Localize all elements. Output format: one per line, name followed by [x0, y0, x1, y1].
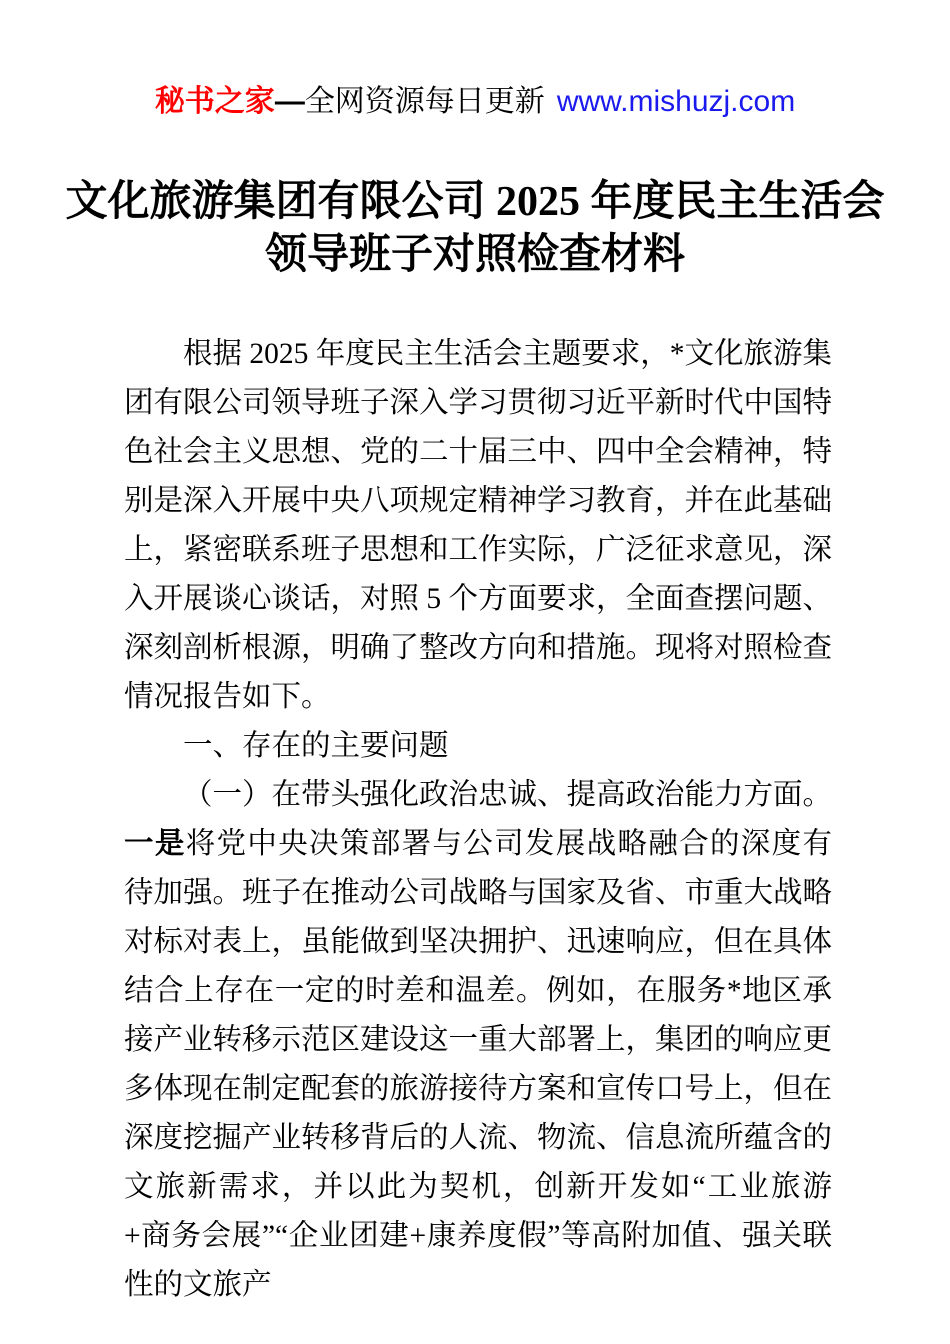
paragraph-section1-body: 将党中央决策部署与公司发展战略融合的深度有待加强。班子在推动公司战略与国家及省、市重大战略对标对表上，虽能做到坚决拥护、迅速响应，但在具体结合上存在一定的时差和温差。例如，在服务*地区承接产业转移示范区建设这一重大部署上，集团的响应更多体现在制定配套的旅游接待方案和宣传口号上，但在深度挖掘产业转移背后的人流、物流、信息流所蕴含的文旅新需求，并以此为契机，创新开发如“工业旅游+商务会展”“企业团建+康养度假”等高附加值、强关联性的文旅产: [124, 828, 833, 1301]
site-url-link[interactable]: www.mishuzj.com: [556, 85, 796, 118]
section-heading-1: [124, 722, 832, 771]
header-tagline: 全网资源每日更新: [304, 85, 545, 118]
paragraph-intro: [124, 330, 832, 722]
section-heading-1-text: 一、存在的主要问题: [183, 730, 449, 762]
paragraph-section1-bold-marker: 一是: [124, 828, 186, 860]
document-title-line-2: 领导班子对照检查材料: [264, 232, 685, 278]
paragraph-section1: [124, 771, 832, 1310]
site-header: [0, 0, 950, 120]
document-title: [0, 176, 950, 282]
header-separator: —: [274, 85, 305, 118]
document-title-line-1: 文化旅游集团有限公司 2025 年度民主生活会: [65, 179, 885, 225]
paragraph-section1-lead: （一）在带头强化政治忠诚、提高政治能力方面。: [183, 779, 833, 811]
document-body: [124, 330, 832, 1310]
paragraph-intro-text: 根据 2025 年度民主生活会主题要求，*文化旅游集团有限公司领导班子深入学习贯彻习近平新时代中国特色社会主义思想、党的二十届三中、四中全会精神，特别是深入开展中央八项规定精神学习教育，并在此基础上，紧密联系班子思想和工作实际，广泛征求意见，深入开展谈心谈话，对照 5 个方面要求，全面查摆问题、深刻剖析根源，明确了整改方向和措施。现将对照检查情况报告如下。: [124, 338, 833, 713]
site-name: 秘书之家: [154, 85, 275, 118]
